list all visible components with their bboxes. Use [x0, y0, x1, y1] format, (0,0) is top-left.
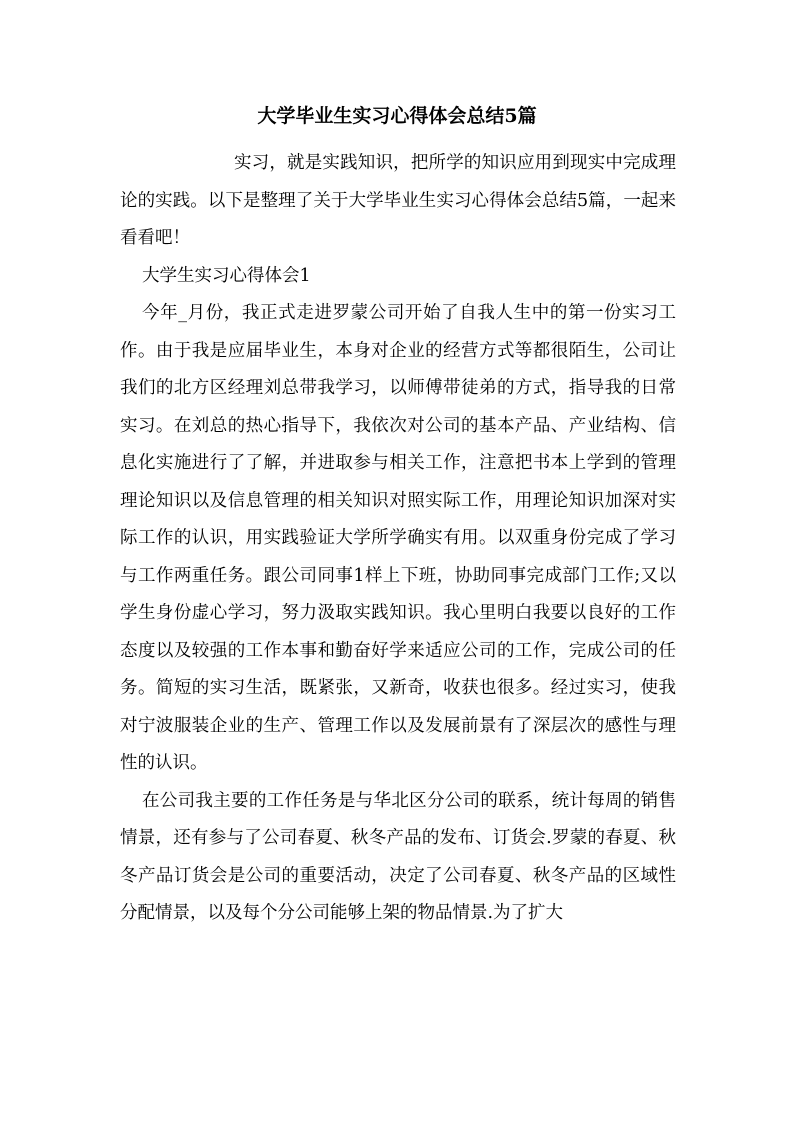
section-heading: 大学生实习心得体会1	[142, 265, 311, 286]
body-paragraph-2: 在公司我主要的工作任务是与华北区分公司的联系，统计每周的销售情景，还有参与了公司春夏、秋冬产品的发布、订货会.罗蒙的春夏、秋冬产品订货会是公司的重要活动，决定了公司春夏、秋冬产品的区域性分配情景，以及每个分公司能够上架的物品情景.为了扩大	[120, 790, 676, 923]
body-paragraph-1: 今年_月份，我正式走进罗蒙公司开始了自我人生中的第一份实习工作。由于我是应届毕业生，本身对企业的经营方式等都很陌生，公司让我们的北方区经理刘总带我学习，以师傅带徒弟的方式，指导我的日常实习。在刘总的热心指导下，我依次对公司的基本产品、产业结构、信息化实施进行了了解，并进取参与相关工作，注意把书本上学到的管理理论知识以及信息管理的相关知识对照实际工作，用理论知识加深对实际工作的认识，用实践验证大学所学确实有用。以双重身份完成了学习与工作两重任务。跟公司同事1样上下班，协助同事完成部门工作;又以学生身份虚心学习，努力汲取实践知识。我心里明白我要以良好的工作态度以及较强的工作本事和勤奋好学来适应公司的工作，完成公司的任务。简短的实习生活，既紧张，又新奇，收获也很多。经过实习，使我对宁波服装企业的生产、管理工作以及发展前景有了深层次的感性与理性的认识。	[120, 303, 676, 773]
document-title: 大学毕业生实习心得体会总结5篇	[257, 105, 537, 127]
intro-paragraph: 实习，就是实践知识，把所学的知识应用到现实中完成理论的实践。以下是整理了关于大学毕业生实习心得体会总结5篇，一起来看看吧！	[120, 153, 676, 248]
document-body	[120, 145, 676, 933]
